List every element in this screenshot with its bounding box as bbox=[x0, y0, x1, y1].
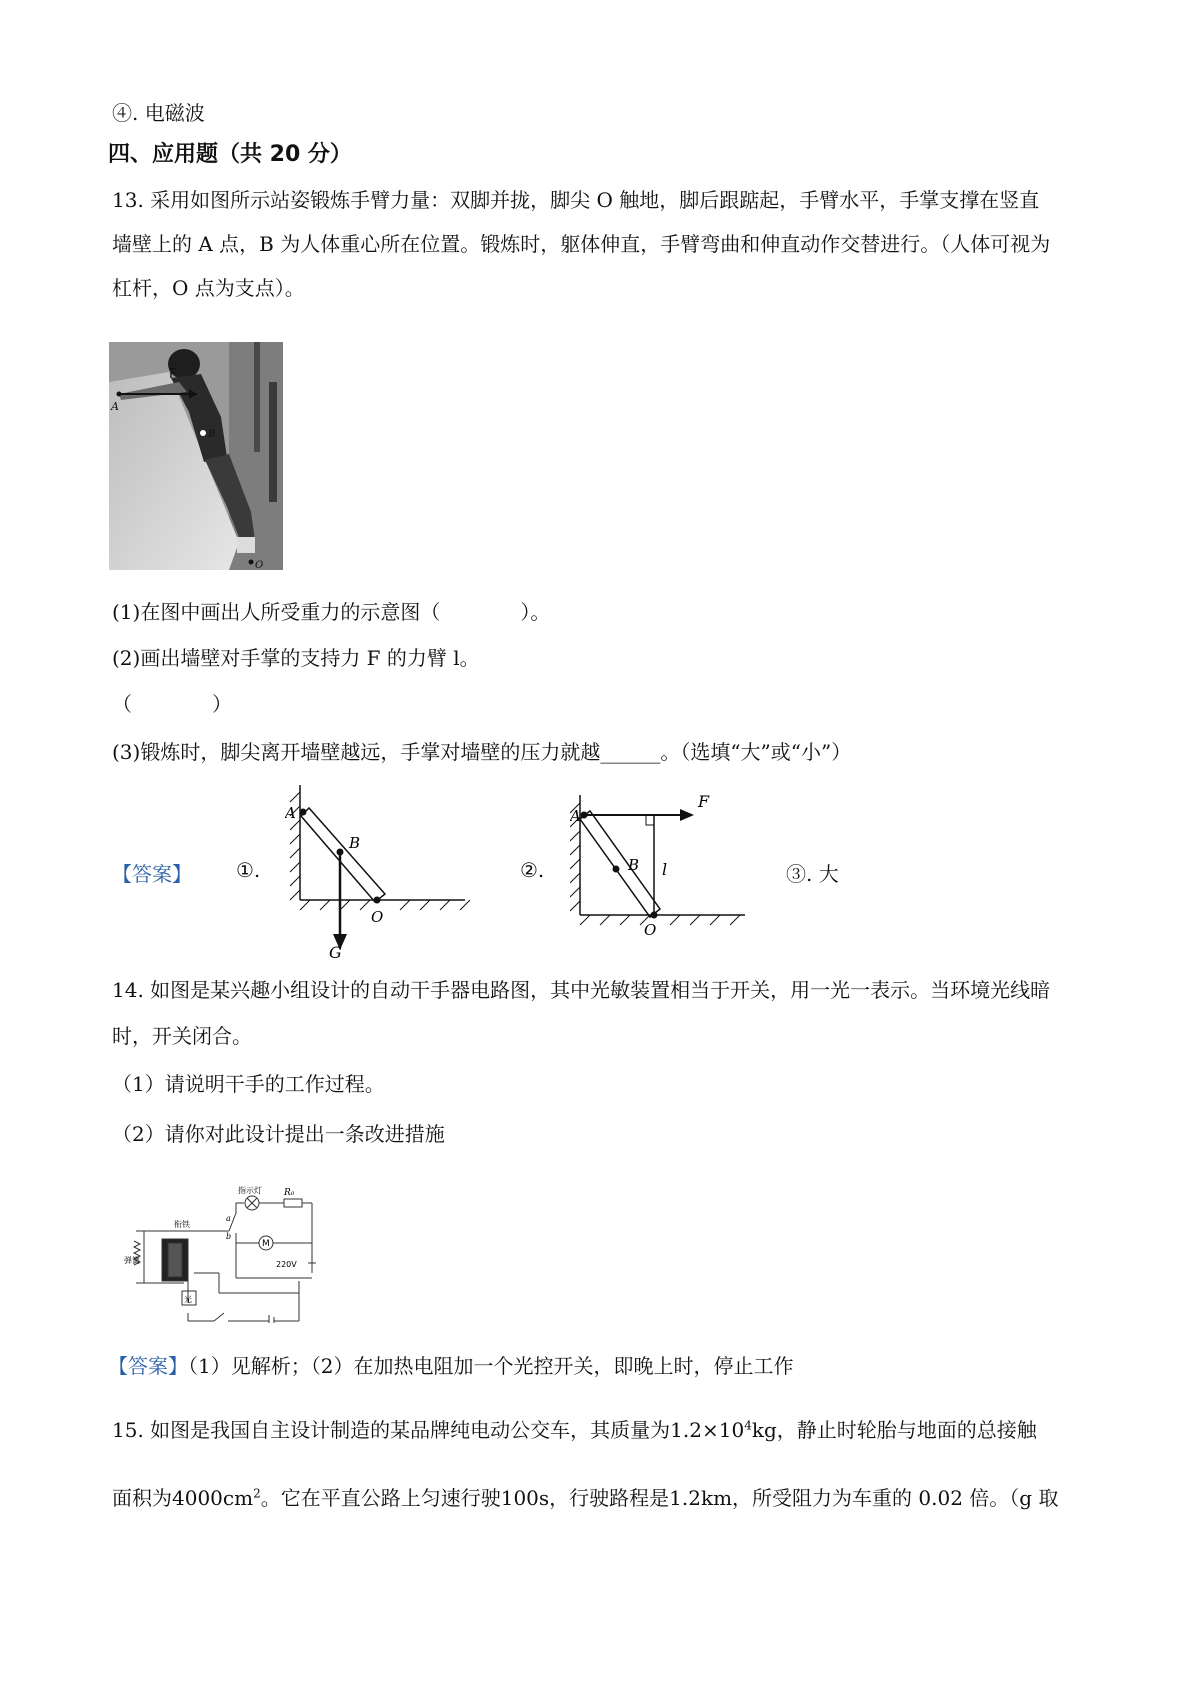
photo-label-A: A bbox=[111, 400, 119, 413]
q14-sub2: （2）请你对此设计提出一条改进措施 bbox=[112, 1122, 445, 1146]
diag1-label-A: A bbox=[285, 804, 296, 822]
q13-answer-diagram-1 bbox=[285, 780, 475, 960]
circuit-label-b: b bbox=[226, 1232, 232, 1241]
q13-photo bbox=[109, 342, 283, 570]
diag2-label-l: l bbox=[662, 860, 668, 879]
q14-stem-line1: 14. 如图是某兴趣小组设计的自动干手器电路图，其中光敏装置相当于开关，用一光一表示。当环境光线暗 bbox=[112, 978, 1051, 1002]
q15-line1 bbox=[112, 1414, 1037, 1443]
q13-answer1-marker: ①. bbox=[236, 858, 261, 882]
q13-answer-diagram-2 bbox=[570, 785, 750, 945]
q13-answer2-marker: ②. bbox=[520, 858, 545, 882]
q13-stem-line2: 墙壁上的 A 点，B 为人体重心所在位置。锻炼时，躯体伸直，手臂弯曲和伸直动作交替进行。（人体可视为 bbox=[112, 232, 1051, 256]
circuit-label-armature: 衔铁 bbox=[174, 1220, 190, 1229]
circuit-label-motor: M bbox=[262, 1239, 270, 1249]
q15-distance: 1.2km bbox=[669, 1486, 733, 1510]
circuit-label-voltage: 220V bbox=[276, 1260, 297, 1269]
section-title: 四、应用题（共 20 分） bbox=[108, 142, 352, 167]
q15-line2-mid1: 。它在平直公路上匀速行驶 bbox=[260, 1486, 501, 1510]
q14-stem-line2: 时，开关闭合。 bbox=[112, 1024, 252, 1048]
q15-line2-mid2: ，行驶路程是 bbox=[549, 1486, 670, 1510]
photo-label-O: O bbox=[255, 560, 264, 570]
diag2-label-O: O bbox=[644, 921, 657, 939]
diag1-label-G: G bbox=[329, 943, 342, 960]
q13-stem-line3: 杠杆，O 点为支点）。 bbox=[112, 276, 305, 300]
q13-sub3: (3)锻炼时，脚尖离开墙壁越远，手掌对墙壁的压力就越______。（选填“大”或“小”） bbox=[112, 740, 852, 764]
diag2-label-B: B bbox=[628, 856, 640, 874]
q15-line1-pre: 15. 如图是我国自主设计制造的某品牌纯电动公交车，其质量为 bbox=[112, 1418, 671, 1442]
diag1-label-B: B bbox=[349, 834, 361, 852]
q14-circuit-figure bbox=[124, 1183, 324, 1323]
q14-answer bbox=[108, 1350, 793, 1379]
diag2-label-A: A bbox=[570, 807, 581, 825]
q15-area bbox=[172, 1486, 261, 1510]
q13-answer3: ③. 大 bbox=[786, 862, 839, 886]
q13-sub1: (1)在图中画出人所受重力的示意图（ ）。 bbox=[112, 600, 551, 624]
q15-mass-unit: kg bbox=[751, 1418, 777, 1442]
q14-answer-text: （1）见解析；（2）在加热电阻加一个光控开关，即晚上时，停止工作 bbox=[188, 1354, 794, 1378]
q15-line2 bbox=[112, 1482, 1058, 1511]
circuit-label-a: a bbox=[226, 1214, 231, 1223]
circuit-label-spring: 弹簧 bbox=[124, 1256, 140, 1265]
option-item-4: ④. 电磁波 bbox=[112, 101, 205, 125]
q14-answer-tag: 【答案】 bbox=[108, 1354, 188, 1378]
diag1-label-O: O bbox=[371, 908, 384, 926]
exercise-photo-figure bbox=[109, 342, 283, 570]
q15-time: 100s bbox=[500, 1486, 550, 1510]
q13-sub2-blank: （ ） bbox=[112, 692, 232, 716]
q13-stem-line1: 13. 采用如图所示站姿锻炼手臂力量：双脚并拢，脚尖 O 触地，脚后跟踮起，手臂水平，手掌支撑在竖直 bbox=[112, 188, 1040, 212]
q15-mass bbox=[670, 1418, 777, 1442]
q15-area-exp: 2 bbox=[253, 1486, 261, 1501]
diag2-label-F: F bbox=[698, 792, 710, 811]
photo-label-F: F bbox=[169, 367, 177, 382]
q15-mass-base: 1.2×10 bbox=[670, 1418, 745, 1442]
photo-label-B: B bbox=[208, 429, 216, 440]
q14-sub1: （1）请说明干手的工作过程。 bbox=[112, 1072, 385, 1096]
q15-mass-exp: 4 bbox=[744, 1418, 752, 1433]
q15-area-base: 4000cm bbox=[172, 1486, 254, 1510]
q15-line2-post: ，所受阻力为车重的 0.02 倍。（g 取 bbox=[732, 1486, 1059, 1510]
circuit-label-light: 光 bbox=[184, 1295, 192, 1304]
q13-sub2: (2)画出墙壁对手掌的支持力 F 的力臂 l。 bbox=[112, 646, 480, 670]
q15-line1-post: ，静止时轮胎与地面的总接触 bbox=[776, 1418, 1037, 1442]
circuit-label-r0: R₀ bbox=[284, 1188, 295, 1198]
q15-line2-pre: 面积为 bbox=[112, 1486, 172, 1510]
q13-answer-tag: 【答案】 bbox=[112, 862, 192, 886]
circuit-label-indicator: 指示灯 bbox=[238, 1186, 262, 1195]
